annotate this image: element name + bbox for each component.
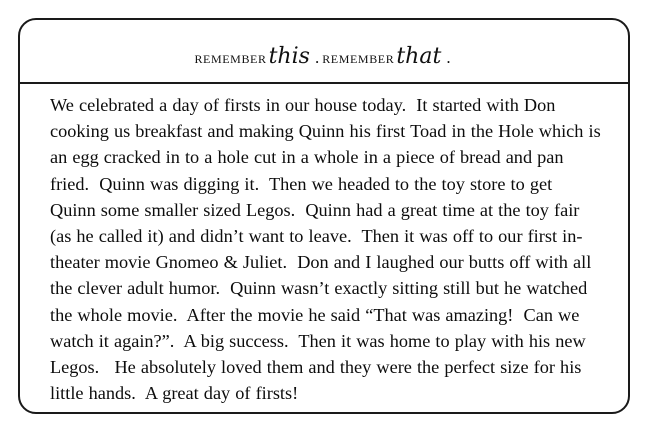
header-word-remember-2: remember (322, 48, 395, 67)
header-word-that: that (396, 44, 442, 69)
journal-card (18, 18, 630, 414)
header-word-remember-1: remember (194, 48, 267, 67)
header-word-this: this (268, 44, 310, 69)
header-dot-1: . (314, 48, 320, 67)
card-header (20, 44, 628, 78)
header-divider (20, 82, 628, 84)
journal-entry-text: We celebrated a day of firsts in our house today. It started with Don cooking us breakfast and making Quinn his first Toad in the Hole which is an egg cracked in to a hole cut in a whole in a piece of bread and pan fried. Quinn was digging it. Then we headed to the toy store to get Quinn some smaller sized Legos. Quinn had a great time at the toy fair (as he called it) and didn’t want to leave. Then it was off to our first in-theater movie Gnomeo & Juliet. Don and I laughed our butts off with all the clever adult humor. Quinn wasn’t exactly sitting still but he watched the whole movie. After the movie he said “That was amazing! Can we watch it again?”. A big success. Then it was home to play with his new Legos. He absolutely loved them and they were the perfect size for his little hands. A great day of firsts! (50, 95, 606, 404)
header-dot-2: . (446, 48, 451, 67)
